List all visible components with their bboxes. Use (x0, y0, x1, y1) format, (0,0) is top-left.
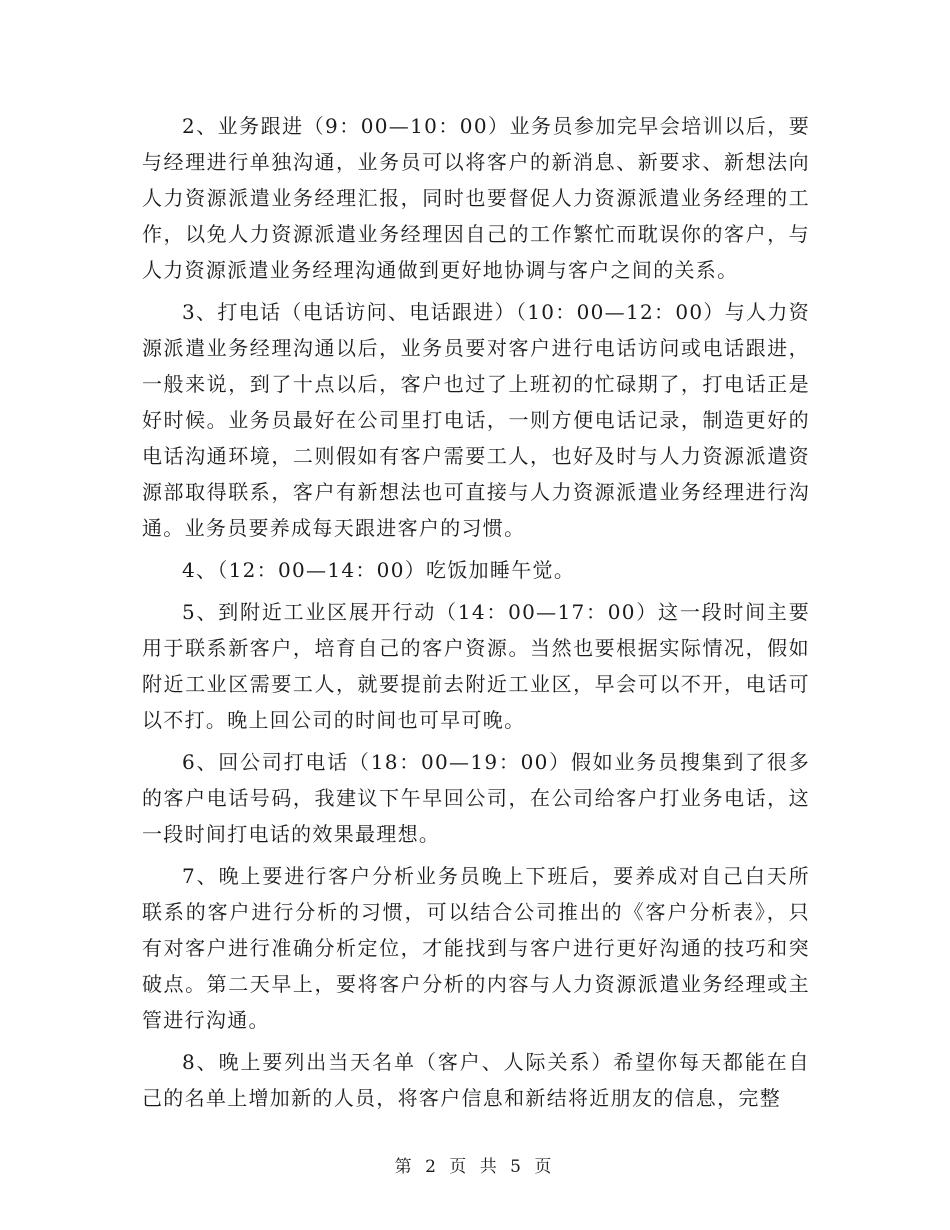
paragraph-8: 8、晚上要列出当天名单（客户、人际关系）希望你每天都能在自己的名单上增加新的人员，将客户信息和新结将近朋友的信息，完整 (142, 1050, 810, 1110)
paragraph-2: 2、业务跟进（9：00—10：00）业务员参加完早会培训以后，要与经理进行单独沟通，业务员可以将客户的新消息、新要求、新想法向人力资源派遣业务经理汇报，同时也要督促人力资源派遣业务经理的工作，以免人力资源派遣业务经理因自己的工作繁忙而耽误你的客户，与人力资源派遣业务经理沟通做到更好地协调与客户之间的关系。 (142, 114, 810, 282)
document-body (142, 108, 810, 1122)
paragraph-6: 6、回公司打电话（18：00—19：00）假如业务员搜集到了很多的客户电话号码，我建议下午早回公司，在公司给客户打业务电话，这一段时间打电话的效果最理想。 (142, 750, 810, 846)
page-footer: 第 2 页 共 5 页 (394, 1157, 556, 1177)
paragraph-7: 7、晚上要进行客户分析业务员晚上下班后，要养成对自己白天所联系的客户进行分析的习惯，可以结合公司推出的《客户分析表》，只有对客户进行准确分析定位，才能找到与客户进行更好沟通的技巧和突破点。第二天早上，要将客户分析的内容与人力资源派遣业务经理或主管进行沟通。 (142, 864, 810, 1032)
paragraph-5: 5、到附近工业区展开行动（14：00—17：00）这一段时间主要用于联系新客户，培育自己的客户资源。当然也要根据实际情况，假如附近工业区需要工人，就要提前去附近工业区，早会可以不开，电话可以不打。晚上回公司的时间也可早可晚。 (142, 600, 810, 732)
paragraph-3: 3、打电话（电话访问、电话跟进）（10：00—12：00）与人力资源派遣业务经理沟通以后，业务员要对客户进行电话访问或电话跟进，一般来说，到了十点以后，客户也过了上班初的忙碌期了，打电话正是好时候。业务员最好在公司里打电话，一则方便电话记录，制造更好的电话沟通环境，二则假如有客户需要工人，也好及时与人力资源派遣资源部取得联系，客户有新想法也可直接与人力资源派遣业务经理进行沟通。业务员要养成每天跟进客户的习惯。 (142, 300, 810, 540)
paragraph-4: 4、（12：00—14：00）吃饭加睡午觉。 (182, 558, 576, 582)
